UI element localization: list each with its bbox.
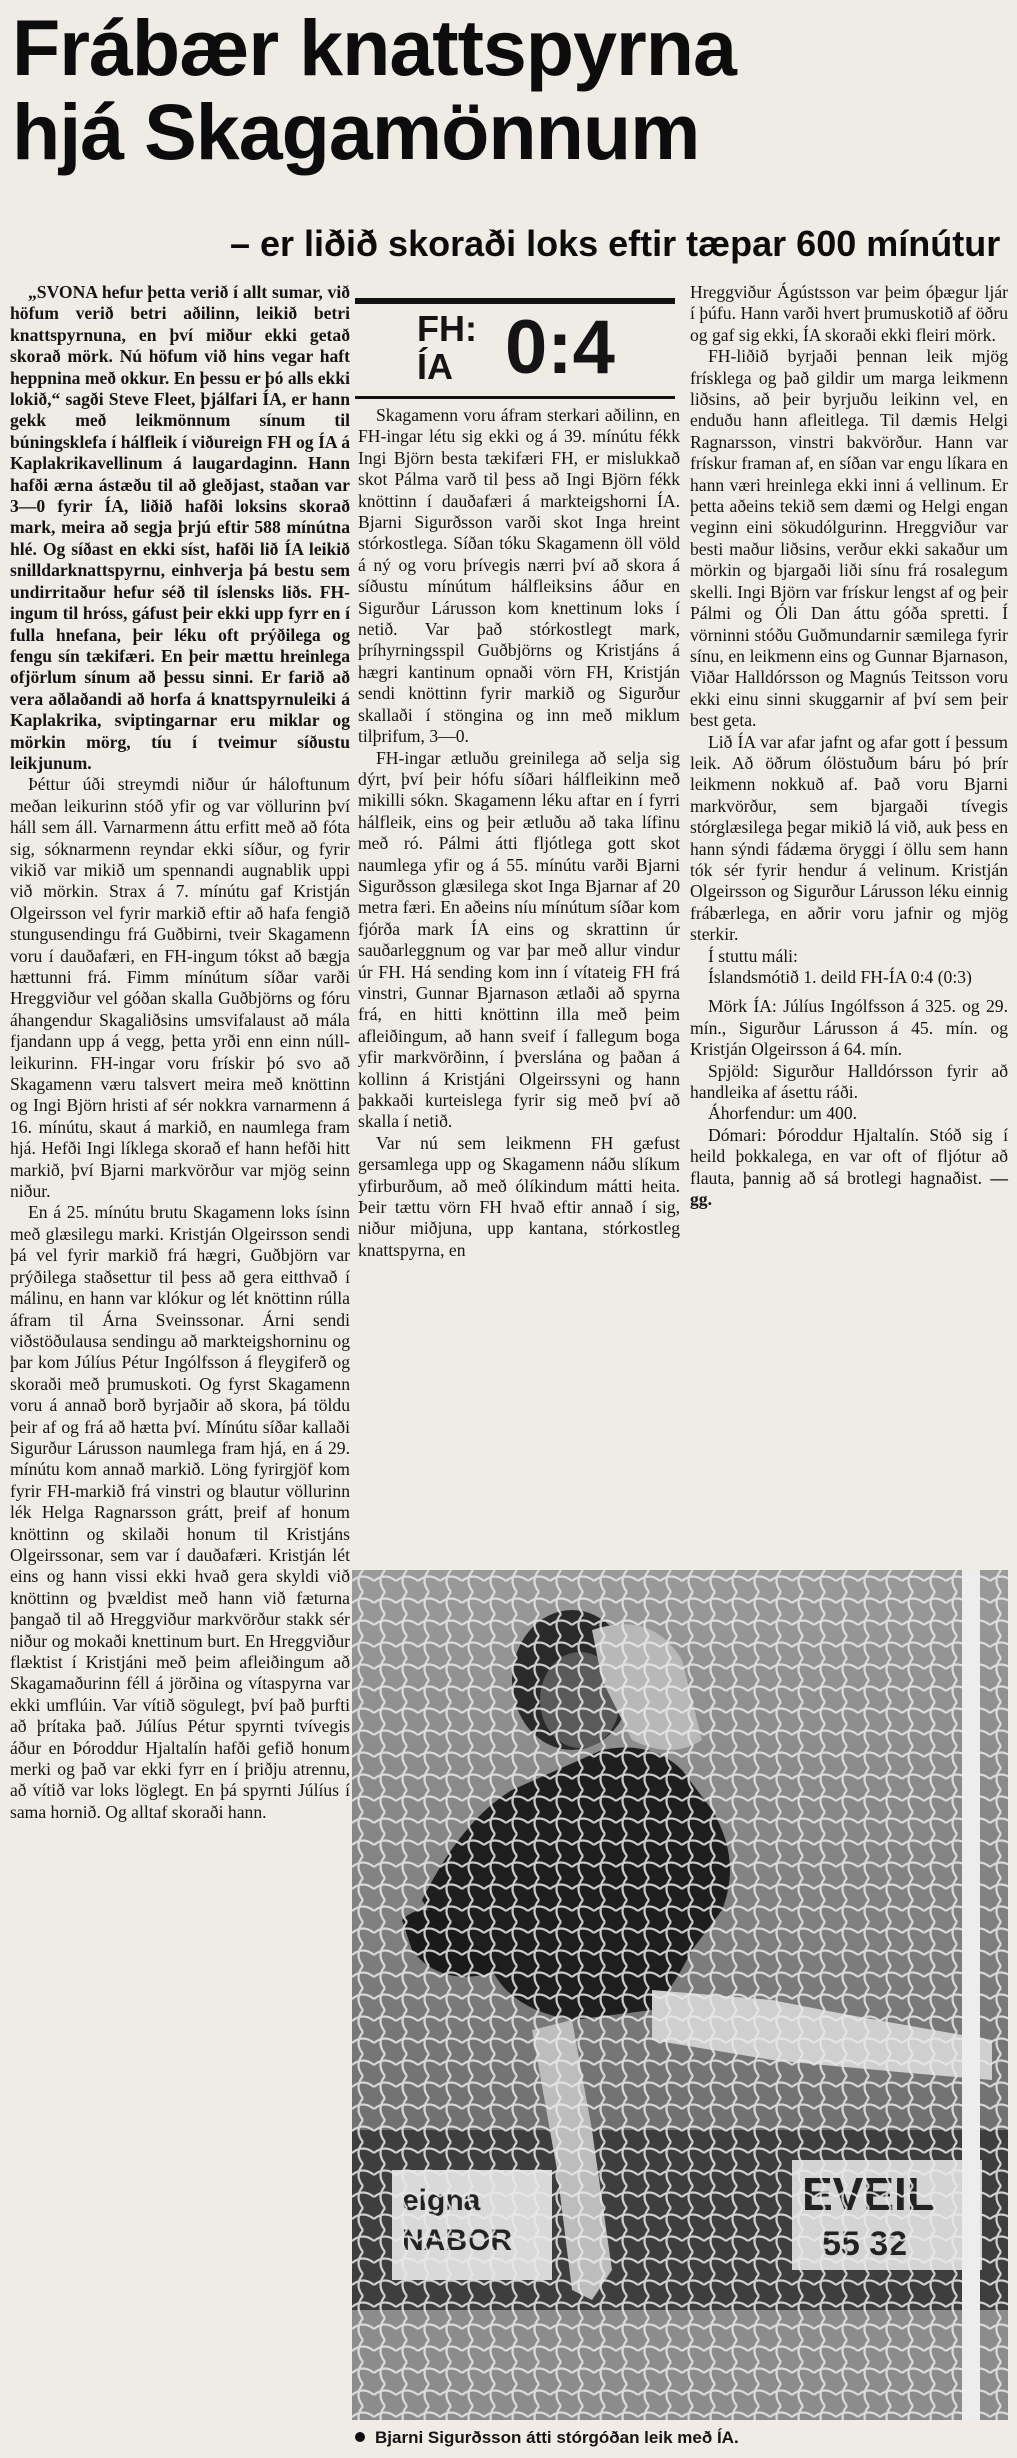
- summary-referee: [690, 1125, 1008, 1211]
- headline-line-1: Frábær knattspyrna: [12, 3, 736, 92]
- photo-caption: [355, 2426, 1005, 2450]
- article-paragraph: Þéttur úði streymdi niður úr háloftunum meðan leikurinn stóð yfir og var völlurinn því háll sem áll. Varnarmenn áttu erfitt með að fóta sig, sóknarmenn reyndar ekki síður, og fyrir vikið var mikið um spennandi augnablik uppi við mörkin. Strax á 7. mínútu gaf Kristján Olgeirsson vel fyrir markið eftir að hafa fengið stungusendingu frá Guðbirni, tveir Skagamenn voru í dauðafæri, en FH-ingum tókst að bægja hættunni frá. Fimm mínútum síðar varði Hreggviður vel góðan skalla Guðbjörns og fóru áhangendur Skagaliðsins umsvifalaust að mála fjandann upp á vegg, þetta yrði enn einn núll-leikurinn. FH-ingar voru frískir þó svo að Skagamenn væru talsvert meira með knöttinn og Ingi Björn hristi af sér nokkra varnarmenn á 16. mínútu, skaut á markið, en naumlega fram hjá. Hefði Ingi líklega skorað ef hann hefði hitt markið, því Bjarni markvörður var mjög seinn niður.: [10, 774, 350, 1202]
- caption-text: Bjarni Sigurðsson átti stórgóðan leik með ÍA.: [375, 2428, 739, 2447]
- article-column-1: [10, 282, 350, 1823]
- article-paragraph: Lið ÍA var afar jafnt og afar gott í þessum leik. Að öðrum ólöstuðum báru þó þrír leikmenn nokkuð af. Það voru Bjarni markvörður, sem bjargaði tívegis stórglæsilega þegar mikið lá við, auk þess en hann sýndi fádæma öryggi í öllu sem hann tók sér fyrir hendur á velinum. Kristján Olgeirsson og Sigurður Lárusson léku einnig frábærlega, en aðrir voru jafnir og mjög sterkir.: [690, 731, 1008, 945]
- article-paragraph: FH-liðið byrjaði þennan leik mjög frísklega og það gildir um marga leikmenn liðsins, að þeir byrjuðu leikinn vel, en enduðu hann afleitlega. Til dæmis Helgi Ragnarsson, vinstri bakvörður. Hann var frískur framan af, en síðan var engu líkara en hann væri hreinlega ekki inni á vellinum. Er þetta aðeins tekið sem dæmi og Helgi engan veginn eini sökudólgurinn. Hreggviður var besti maður liðsins, verður ekki sakaður um mörkin og bjargaði liði sínu frá rosalegum skelli. Ingi Björn var frískur lengst af og þeir Pálmi og Óli Dan áttu góða spretti. Í vörninni stóðu Guðmundarnir sæmilega fyrir sínu, en leikmenn eins og Gunnar Bjarnason, Viðar Halldórsson og Magnús Teitsson voru ekki einu sinni skuggarnir af því sem þeir best geta.: [690, 346, 1008, 731]
- author-signoff: — gg.: [690, 1167, 1008, 1210]
- article-paragraph: FH-ingar ætluðu greinilega að selja sig dýrt, því þeir hófu síðari hálfleikinn með mikilli sókn. Skagamenn léku aftar en í fyrri hálfleik, eins og þeir ætluðu að taka lífinu með ró. Pálmi átti fljótlega gott skot naumlega yfir og á 55. mínútu varði Bjarni Sigurðsson glæsilega skot Inga Bjarnar af 20 metra færi. En aðeins níu mínútum síðar kom fjórða mark ÍA eins og skrattinn úr sauðarleggnum og var þar með allur vindur úr FH. Há sending kom inn í vítateig FH frá vinstri, Gunnar Bjarnason ætlaði að spyrna frá, en hitti knöttinn illa með þeim afleiðingum, að hann sveif í fallegum boga yfir markvörðinn, í þverslána og þaðan á kollinn á Kristjáni Olgeirssyni og hann þakkaði kurteislega fyrir sig með því að skalla í netið.: [358, 747, 680, 1132]
- final-score: 0:4: [505, 305, 615, 390]
- team-home: FH:: [417, 308, 477, 349]
- headline: [12, 3, 1012, 176]
- headline-line-2: hjá Skagamönnum: [12, 87, 700, 176]
- score-box: [355, 298, 675, 399]
- summary-cards: Spjöld: Sigurður Halldórsson fyrir að handleika af ásettu ráði.: [690, 1060, 1008, 1103]
- article-column-2: [358, 405, 680, 1261]
- article-paragraph: En á 25. mínútu brutu Skagamenn loks ísinn með glæsilegu marki. Kristján Olgeirsson sendi þá vel fyrir markið frá hægri, Guðbjörn var prýðilega staðsettur til þess að gera eitthvað í málinu, en hann var klókur og lét knöttinn rúlla áfram til Árna Sveinssonar. Árni sendi viðstöðulausa sendingu að markteigshorninu og þar kom Júlíus Pétur Ingólfsson á fleygiferð og skoraði með þrumuskoti. Og fyrst Skagamenn voru á annað borð byrjaðir að skora, þá töldu þeir af og frá að hætta því. Mínútu síðar kallaði Sigurður Lárusson naumlega fram hjá, en á 29. mínútu kom annað markið. Löng fyrirgjöf kom fyrir FH-markið frá vinstri og blautur völlurinn lék Helga Ragnarsson grátt, þreif af honum knöttinn og skilaði honum til Kristjáns Olgeirssonar, sem var í dauðafæri. Kristján lét eins og hann vissi ekki hvað gera skyldi við knöttinn og þvældist með hann við fæturna þangað til að Hreggviður markvörður stakk sér niður og mokaði knettinum burt. En Hreggviður flæktist í Kristjáni með þeim afleiðingum að Skagamaðurinn féll á jörðina og vítaspyrna var ekki umflúin. Var vítið sögulegt, því það þurfti að þrítaka það. Júlíus Pétur spyrnti tvívegis áður en Þóroddur Hjaltalín hafði gefið honum merki og það var ekki fyrr en í þriðju atrennu, að vítið var loks löglegt. En þá spyrnti Júlíus í sama hornið. Og alltaf skoraði hann.: [10, 1202, 350, 1822]
- article-column-3: [690, 282, 1008, 1210]
- summary-line: Íslandsmótið 1. deild FH-ÍA 0:4 (0:3): [708, 967, 972, 987]
- summary-goals: Mörk ÍA: Júlíus Ingólfsson á 325. og 29. mín., Sigurður Lárusson á 45. mín. og Kristján Olgeirsson á 64. mín.: [690, 996, 1008, 1060]
- score-teams: [417, 310, 477, 386]
- article-paragraph: Skagamenn voru áfram sterkari aðilinn, en FH-ingar létu sig ekki og á 39. mínútu fékk Ingi Björn besta tækifæri FH, er mislukkað skot Pálma varð til þess að Ingi Björn fékk knöttinn í dauðafæri á markteigshorni ÍA. Bjarni Sigurðsson varði skot Inga hreint stórkostlega. Síðan tóku Skagamenn öll völd á ný og voru þrívegis nærri því að skora á síðustu mínútum hálfleiksins áður en Sigurður Lárusson kom knettinum loks í netið. Var það stórkostlegt mark, þríhyrningsspil Guðbjörns og Kristjáns á hægri kantinum opnaði vörn FH, Kristján sendi knöttinn fyrir markið og Sigurður skallaði í stöngina og inn með miklum tilþrifum, 3—0.: [358, 405, 680, 747]
- article-paragraph: Hreggviður Ágústsson var þeim óþægur ljár í þúfu. Hann varði hvert þrumuskotið af öðru og gaf sig ekki, ÍA skoraði ekki fleiri mörk.: [690, 282, 1008, 345]
- team-away: ÍA: [417, 346, 453, 387]
- subheadline: – er liðið skoraði loks eftir tæpar 600 mínútur: [230, 223, 1001, 264]
- article-paragraph: Var nú sem leikmenn FH gæfust gersamlega upp og Skagamenn náðu slíkum yfirburðum, að með ólíkindum mátti heita. Þeir tættu vörn FH hvað eftir annað í sig, niður miðjuna, upp kantana, stórkostleg knattspyrna, en: [358, 1132, 680, 1260]
- goalkeeper-photo-illustration: [352, 1570, 1008, 2420]
- lead-paragraph: „SVONA hefur þetta verið í allt sumar, við höfum verið betri aðilinn, leikið betri knattspyrnuna, en því miður ekki getað skorað mörk. Nú höfum við hins vegar haft heppnina með okkur. En þessu er þó alls ekki lokið,“ sagði Steve Fleet, þjálfari ÍA, er hann gekk með leikmönnum sínum til búningsklefa í hálfleik í viðureign FH og ÍA á Kaplakrikavellinum á laugardaginn. Hann hafði ærna ástæðu til að gleðjast, staðan var 3—0 fyrir ÍA, liðið hafði loksins skorað mark, meira að segja þrjú eftir 588 mínútna hlé. Og síðast en ekki síst, hafði lið ÍA leikið snilldarknattspyrnu, einhverja þá bestu sem undirritaður hefur séð til íslensks liðs. FH-ingum til hróss, gáfust þeir ekki upp fyrr en í fulla hnefana, þeir léku oft prýðilega og fengu sín tækifæri. En þeir mættu hreinlega ofjörlum sínum að þessu sinni. Er farið að vera aðlaðandi að horfa á knattspyrnuleiki á Kaplakrika, sviptingarnar eru miklar og mörkin mörg, tíu í tveimur síðustu leikjunum.: [10, 282, 350, 773]
- referee-text: Dómari: Þóroddur Hjaltalín. Stóð sig í heild þokkalega, en var oft of fljótur að flauta, þannig að sá brotlegi hagnaðist.: [690, 1124, 1008, 1188]
- summary-heading: Í stuttu máli:: [708, 945, 798, 966]
- caption-bullet: [355, 2432, 365, 2442]
- goalkeeper-photo: [352, 1570, 1008, 2420]
- summary-attendance: Áhorfendur: um 400.: [708, 1103, 858, 1124]
